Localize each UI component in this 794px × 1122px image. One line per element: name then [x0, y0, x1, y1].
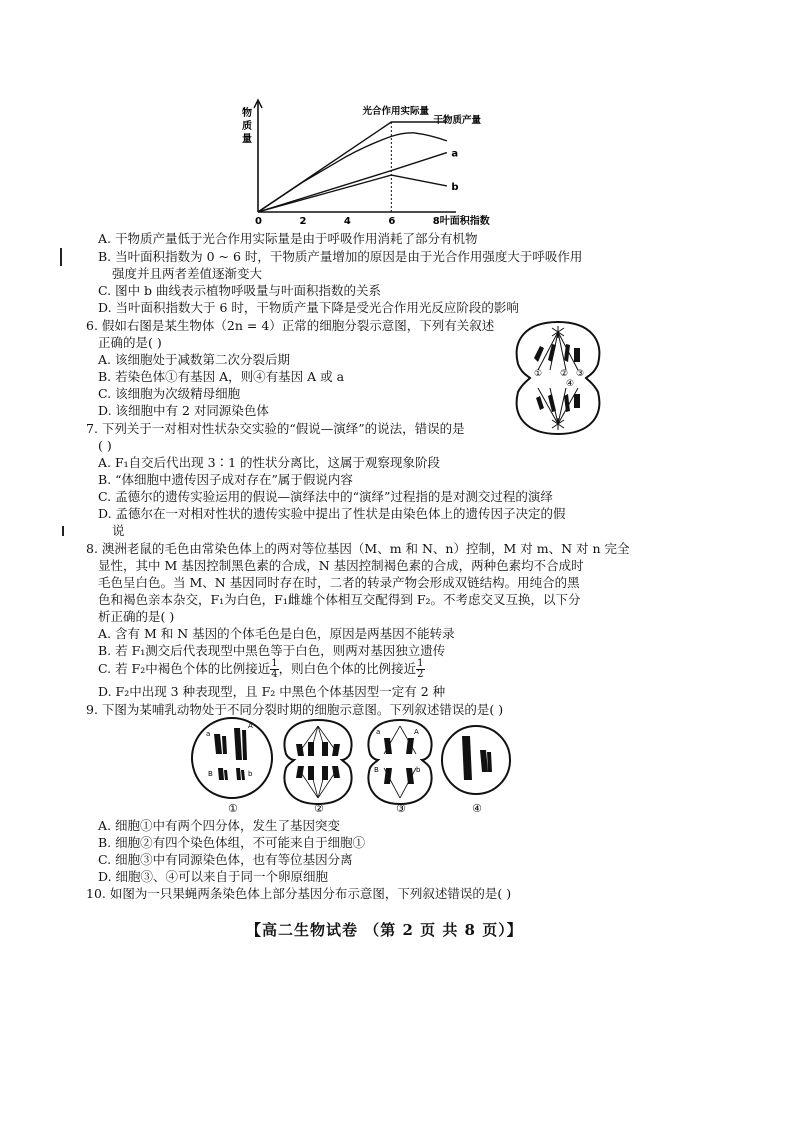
series-label: a — [451, 148, 459, 160]
q9-option-c: C. 细胞③中有同源染色体，也有等位基因分离 — [98, 852, 353, 867]
x-tick-label: 0 — [255, 216, 262, 227]
q7-option-c: C. 孟德尔的遗传实验运用的假说—演绎法中的“演绎”过程指的是对测交过程的演绎 — [98, 489, 553, 504]
x-tick-label: 2 — [299, 216, 307, 227]
q5-option-d: D. 当叶面积指数大于 6 时，干物质产量下降是受光合作用光反应阶段的影响 — [98, 300, 519, 315]
series-label: b — [451, 181, 459, 193]
q6-stem-cont: 正确的是( ) — [98, 335, 162, 350]
q8-stem-line4: 色和褐色亲本杂交，F₁为白色，F₁雌雄个体相互交配得到 F₂。不考虑交叉互换，以下分 — [98, 592, 581, 607]
q9-option-a: A. 细胞①中有两个四分体，发生了基因突变 — [98, 818, 340, 833]
q7-stem: 7. 下列关于一对相对性状杂交实验的“假说—演绎”的说法，错误的是 — [86, 421, 465, 436]
cell-label: ① — [228, 802, 238, 815]
q8-stem: 8. 澳洲老鼠的毛色由常染色体上的两对等位基因（M、m 和 N、n）控制，M 对 m、N 对 n 完全 — [86, 541, 630, 556]
q5-option-a: A. 干物质产量低于光合作用实际量是由于呼吸作用消耗了部分有机物 — [98, 231, 478, 246]
gene-label: B — [208, 770, 213, 778]
y-axis-label: 质 — [242, 121, 252, 132]
page-footer: 【高二生物试卷 （第 2 页 共 8 页）】 — [246, 921, 523, 939]
q7-option-d: D. 孟德尔在一对相对性状的遗传实验中提出了性状是由染色体上的遗传因子决定的假 — [98, 506, 566, 521]
q8-option-c-pre: C. 若 F₂中褐色个体的比例接近 — [98, 661, 271, 676]
q6-option-a: A. 该细胞处于减数第二次分裂后期 — [98, 352, 290, 367]
q5-option-b: B. 当叶面积指数为 0 ~ 6 时，干物质产量增加的原因是由于光合作用强度大于呼吸作用 — [98, 249, 583, 264]
q8-option-c — [98, 656, 425, 682]
fraction-one-quarter: $\frac{1}{4}$ — [271, 658, 278, 680]
series-line-1 — [258, 133, 447, 212]
x-tick-label: 6 — [388, 216, 396, 227]
series-label: 光合作用实际量 — [362, 106, 429, 117]
q7-stem-cont: ( ) — [98, 438, 112, 453]
margin-mark — [60, 248, 62, 266]
fraction-one-half: $\frac{1}{2}$ — [417, 658, 424, 680]
x-axis-label: 叶面积指数 — [439, 216, 490, 227]
q9-option-b: B. 细胞②有四个染色体组，不可能来自于细胞① — [98, 835, 366, 850]
gene-label: B — [374, 766, 379, 774]
chromosome-label: ② — [560, 369, 569, 379]
q6-cell-diagram — [508, 318, 608, 438]
gene-label: a — [206, 730, 211, 738]
chromosome-label: ④ — [566, 379, 575, 389]
q9-stem: 9. 下图为某哺乳动物处于不同分裂时期的细胞示意图。下列叙述错误的是( ) — [86, 702, 504, 717]
q8-option-a: A. 含有 M 和 N 基因的个体毛色是白色，原因是两基因不能转录 — [98, 626, 455, 641]
x-tick-label: 4 — [343, 216, 351, 227]
series-label: 干物质产量 — [433, 114, 482, 126]
q5-option-c: C. 图中 b 曲线表示植物呼吸量与叶面积指数的关系 — [98, 283, 382, 298]
gene-label: b — [416, 766, 421, 774]
q9-cell-diagrams — [180, 714, 520, 814]
q6-option-d: D. 该细胞中有 2 对同源染色体 — [98, 403, 269, 418]
q7-option-b: B. “体细胞中遗传因子成对存在”属于假说内容 — [98, 472, 353, 487]
q8-stem-line5: 析正确的是( ) — [98, 609, 175, 624]
q9-option-d: D. 细胞③、④可以来自于同一个卵原细胞 — [98, 869, 329, 884]
q6-option-c: C. 该细胞为次级精母细胞 — [98, 386, 241, 401]
q8-option-c-mid: ，则白色个体的比例接近 — [278, 661, 417, 676]
gene-label: a — [376, 728, 381, 736]
margin-mark — [62, 526, 64, 536]
cell-label: ③ — [396, 802, 406, 815]
q8-option-b: B. 若 F₁测交后代表现型中黑色等于白色，则两对基因独立遗传 — [98, 643, 446, 658]
gene-label: A — [414, 728, 419, 736]
y-axis-label: 量 — [242, 134, 252, 145]
chromosome-label: ③ — [576, 369, 585, 379]
y-axis-label: 物 — [242, 108, 252, 119]
gene-label: A — [248, 722, 253, 730]
chromosome-label: ① — [534, 369, 543, 379]
cell-label: ② — [314, 802, 324, 815]
q8-stem-line2: 显性，其中 M 基因控制黑色素的合成，N 基因控制褐色素的合成，两种色素均不合成时 — [98, 558, 584, 573]
x-tick-label: 8 — [432, 216, 440, 227]
q6-stem: 6. 假如右图是某生物体（2n = 4）正常的细胞分裂示意图，下列有关叙述 — [86, 318, 495, 333]
series-line-2 — [258, 153, 447, 212]
q8-stem-line3: 毛色呈白色。当 M、N 基因同时存在时，二者的转录产物会形成双链结构。用纯合的黑 — [98, 575, 580, 590]
gene-label: b — [248, 770, 253, 778]
leaf-area-chart — [234, 98, 490, 230]
q8-option-d: D. F₂中出现 3 种表现型，且 F₂ 中黑色个体基因型一定有 2 种 — [98, 684, 446, 699]
cell-label: ④ — [472, 802, 482, 815]
q6-option-b: B. 若染色体①有基因 A，则④有基因 A 或 a — [98, 369, 345, 384]
q7-option-a: A. F₁自交后代出现 3∶1 的性状分离比，这属于观察现象阶段 — [98, 455, 441, 470]
series-line-0 — [258, 122, 447, 212]
q10-stem: 10. 如图为一只果蝇两条染色体上部分基因分布示意图，下列叙述错误的是( ) — [86, 886, 512, 901]
q5-option-b-cont: 强度并且两者差值逐渐变大 — [112, 266, 263, 281]
q7-option-d-cont: 说 — [112, 523, 125, 538]
